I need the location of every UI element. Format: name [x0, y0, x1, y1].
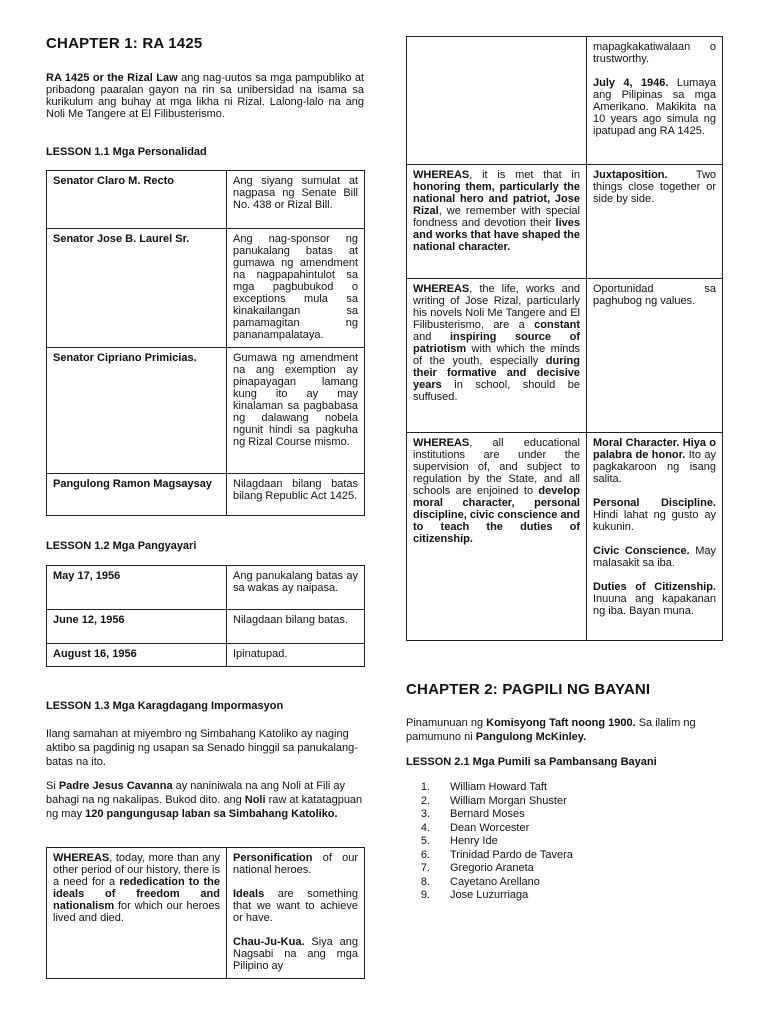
personality-desc: Gumawa ng amendment na ang exemption ay pinapayagan lamang kung ito ay may kinalaman sa pagbabasa ng dalawang nobela ngunit hindi sa pagkuha ng Rizal Course mismo.	[227, 348, 365, 474]
table-row	[47, 566, 365, 610]
chapter-2-title: CHAPTER 2: PAGPILI NG BAYANI	[406, 681, 651, 698]
empty-cell	[407, 37, 587, 165]
whereas-clause: WHEREAS, today, more than any other period of our history, there is a need for a rededication to the ideals of freedom and nationalism for which our heroes lived and died.	[47, 848, 227, 979]
whereas-clause: WHEREAS, the life, works and writing of Jose Rizal, particularly his novels Noli Me Tangere and El Filibusterismo, are a constant and inspiring source of patriotism with which the minds of the youth, especially during their formative and decisive years in school, should be suffused.	[407, 279, 587, 433]
bayani-selectors-list	[406, 781, 573, 903]
lesson-2-1-title: LESSON 2.1 Mga Pumili sa Pambansang Bayani	[406, 756, 657, 768]
event-date: June 12, 1956	[47, 610, 227, 644]
list-item: 9. Jose Luzurriaga	[420, 889, 529, 901]
personality-name: Pangulong Ramon Magsaysay	[47, 474, 227, 516]
table-row	[47, 348, 365, 474]
whereas-clause: WHEREAS, it is met that in honoring them, particularly the national hero and patriot, Jose Rizal, we remember with special fondness and devotion their lives and works that have shaped the national character.	[407, 165, 587, 279]
whereas-table-1	[46, 847, 365, 979]
list-item: 2. William Morgan Shuster	[420, 794, 567, 807]
chapter-1-title: CHAPTER 1: RA 1425	[46, 35, 203, 52]
whereas-notes: mapagkakatiwalaan o trustworthy. July 4, 1946. Lumaya ang Pilipinas sa mga Amerikano. Makikita na 10 years ago simula ng ipatupad ang RA 1425.	[587, 37, 723, 165]
ra1425-intro-bold: RA 1425 or the Rizal Law	[46, 72, 178, 84]
chapter-2-intro: Pinamunuan ng Komisyong Taft noong 1900. Sa ilalim ng pamumuno ni Pangulong McKinley.	[406, 717, 696, 743]
table-row	[407, 433, 723, 641]
event-date: August 16, 1956	[47, 644, 227, 667]
whereas-table-2	[406, 36, 723, 641]
lesson-1-3-paragraph-2: Si Padre Jesus Cavanna ay naniniwala na ang Noli at Fili ay bahagi na ng nakalipas. Bukod dito. ang Noli raw at katatagpuan ng may 120 pangungusap laban sa Simbahang Katoliko.	[46, 780, 363, 820]
whereas-notes: Personification of our national heroes. Ideals are something that we want to achieve or have. Chau-Ju-Kua. Siya ang Nagsabi na ang mga Pilipino ay	[227, 848, 365, 979]
table-row	[47, 644, 365, 667]
list-item: 6. Trinidad Pardo de Tavera	[420, 848, 573, 861]
lesson-1-3-title: LESSON 1.3 Mga Karagdagang Impormasyon	[46, 700, 284, 712]
table-row	[407, 165, 723, 279]
whereas-notes: Moral Character. Hiya o palabra de honor. Ito ay pagkakaroon ng isang salita. Personal Discipline. Hindi lahat ng gusto ay kukunin. Civic Conscience. May malasakit sa iba. Duties of Citizenship. Inuuna ang kapakanan ng iba. Bayan muna.	[587, 433, 723, 641]
list-item: 8. Cayetano Arellano	[420, 875, 540, 888]
table-row	[47, 171, 365, 229]
event-desc: Ipinatupad.	[227, 644, 365, 667]
table-row	[47, 848, 365, 979]
personality-name: Senator Jose B. Laurel Sr.	[47, 229, 227, 348]
list-item: 5. Henry Ide	[420, 835, 498, 847]
lesson-1-1-title: LESSON 1.1 Mga Personalidad	[46, 146, 207, 158]
event-desc: Ang panukalang batas ay sa wakas ay naipasa.	[227, 566, 365, 610]
list-item: 3. Bernard Moses	[420, 808, 525, 820]
list-item: 7. Gregorio Araneta	[420, 862, 534, 874]
event-desc: Nilagdaan bilang batas.	[227, 610, 365, 644]
table-row	[407, 279, 723, 433]
whereas-notes: Oportunidad sa paghubog ng values.	[587, 279, 723, 433]
list-item: 4. Dean Worcester	[420, 821, 530, 834]
table-row	[407, 37, 723, 165]
whereas-clause: WHEREAS, all educational institutions are under the supervision of, and subject to regulation by the State, and all schools are enjoined to develop moral character, personal discipline, civic conscience and to teach the duties of citizenship.	[407, 433, 587, 641]
ra1425-intro-text: ang nag-uutos sa mga pampubliko at pribadong paaralan gayon na rin sa unibersidad na isama sa kurikulum ang buhay at mga likha ni Rizal. Lalong-lalo na ang Noli Me Tangere at El Filibusterismo.	[46, 72, 364, 120]
ra1425-intro	[46, 72, 364, 120]
lesson-1-2-title: LESSON 1.2 Mga Pangyayari	[46, 540, 197, 552]
event-date: May 17, 1956	[47, 566, 227, 610]
personality-name: Senator Cipriano Primicias.	[47, 348, 227, 474]
table-row	[47, 474, 365, 516]
personality-desc: Ang siyang sumulat at nagpasa ng Senate Bill No. 438 or Rizal Bill.	[227, 171, 365, 229]
lesson-1-3-paragraph-1: Ilang samahan at miyembro ng Simbahang Katoliko ay naging aktibo sa pagdinig ng usapan sa Senado hinggil sa panukalang-batas na ito.	[46, 728, 358, 768]
list-item: 1. William Howard Taft	[420, 781, 547, 793]
table-row	[47, 229, 365, 348]
pangyayari-table	[46, 565, 365, 667]
personalidad-table	[46, 170, 365, 516]
personality-desc: Ang nag-sponsor ng panukalang batas at gumawa ng amendment na nagpapahintulot sa mga pagbubukod o exceptions mula sa kinakailangan sa pamamagitan ng pananampalataya.	[227, 229, 365, 348]
whereas-notes: Juxtaposition. Two things close together or side by side.	[587, 165, 723, 279]
personality-desc: Nilagdaan bilang batas bilang Republic Act 1425.	[227, 474, 365, 516]
personality-name: Senator Claro M. Recto	[47, 171, 227, 229]
table-row	[47, 610, 365, 644]
